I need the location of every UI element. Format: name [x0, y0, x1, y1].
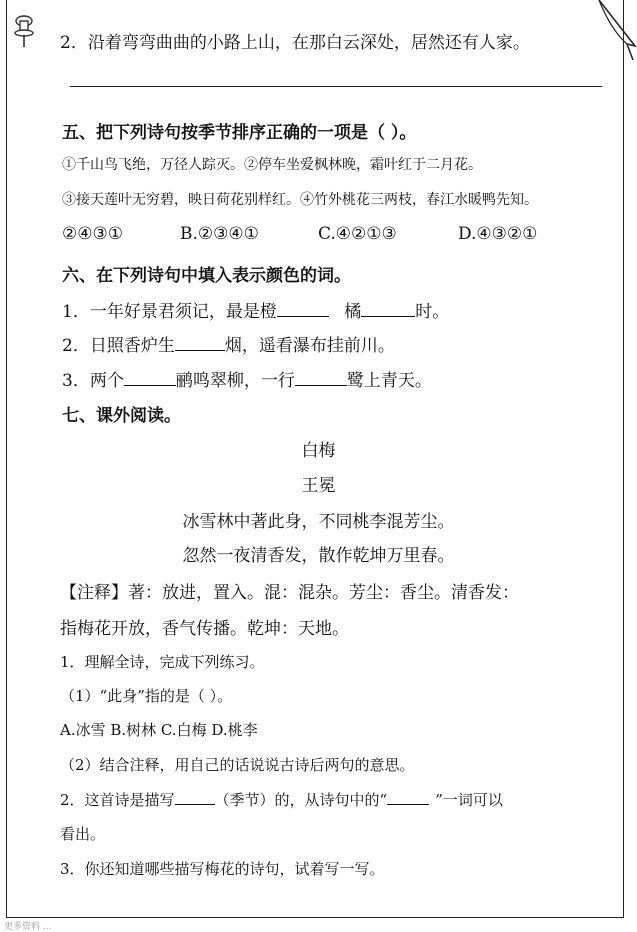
- question-2: [60, 789, 503, 810]
- poem-author: 王冕: [301, 476, 336, 496]
- question-2-continuation: 看出。: [60, 825, 106, 843]
- section-5-option-a: ②④③①: [62, 224, 123, 244]
- poem-line-2: 忽然一夜清香发，散作乾坤万里春。: [182, 546, 455, 566]
- section-7-title: 七、课外阅读。: [62, 406, 181, 426]
- question-2-blank-1[interactable]: [175, 789, 215, 805]
- section-5-poem-line-2: ③接天莲叶无穷碧，映日荷花别样红。④竹外桃花三两枝，春江水暖鸭先知。: [62, 192, 538, 208]
- q1-blank-1[interactable]: [277, 299, 329, 317]
- question-1-title: 1．理解全诗，完成下列练习。: [60, 653, 265, 671]
- q2-text-b: 烟，遥看瀑布挂前川。: [224, 336, 395, 356]
- section-5-option-b: B.②③④①: [180, 224, 259, 244]
- q3-text-a: 3．两个: [62, 371, 124, 391]
- section-5-title: 五、把下列诗句按季节排序正确的一项是（ ）。: [62, 123, 417, 143]
- divider-line: [70, 86, 602, 87]
- q1-blank-2[interactable]: [361, 299, 415, 317]
- q1-text-c: 时。: [415, 302, 450, 322]
- q1-text-a: 1．一年好景君须记，最是橙: [62, 302, 277, 322]
- q2-blank[interactable]: [175, 333, 225, 351]
- section-6-q2: [62, 331, 395, 356]
- poem-line-1: 冰雪林中著此身，不同桃李混芳尘。: [182, 512, 455, 532]
- q3-blank-2[interactable]: [295, 368, 347, 386]
- page-curl: [597, 0, 637, 60]
- question-2-blank-2[interactable]: [387, 789, 429, 805]
- question-2-text-a: 2．这首诗是描写: [60, 791, 175, 809]
- annotation-line-1: 【注释】著：放进，置入。混：混杂。芳尘：香尘。清香发：: [60, 583, 519, 603]
- question-1-sub-2: （2）结合注释，用自己的话说说古诗后两句的意思。: [60, 756, 415, 774]
- section-5-option-d: D.④③②①: [458, 224, 538, 244]
- q3-blank-1[interactable]: [124, 368, 176, 386]
- footer-watermark: 更多资料 ...: [4, 922, 52, 932]
- previous-question-2: 2．沿着弯弯曲曲的小路上山，在那白云深处，居然还有人家。: [60, 33, 530, 53]
- section-6-title: 六、在下列诗句中填入表示颜色的词。: [62, 266, 351, 286]
- q2-text-a: 2．日照香炉生: [62, 336, 175, 356]
- section-6-q3: [62, 366, 432, 391]
- section-5-option-c: C.④②①③: [318, 224, 397, 244]
- question-2-text-b: （季节）的，从诗句中的“: [214, 791, 388, 809]
- q3-text-c: 鹭上青天。: [346, 371, 432, 391]
- q1-text-b: 橘: [344, 302, 362, 322]
- pushpin-icon: [12, 14, 36, 48]
- question-1-sub-1-options: A.冰雪 B.树林 C.白梅 D.桃李: [60, 721, 258, 739]
- q3-text-b: 鹂鸣翠柳，一行: [175, 371, 295, 391]
- question-1-sub-1: （1）“此身”指的是（ ）。: [60, 687, 233, 705]
- section-5-poem-line-1: ①千山鸟飞绝，万径人踪灭。②停车坐爱枫林晚，霜叶红于二月花。: [62, 157, 482, 173]
- section-6-q1: [62, 297, 449, 322]
- question-2-text-c: ”一词可以: [435, 791, 503, 809]
- poem-title: 白梅: [301, 441, 336, 461]
- annotation-line-2: 指梅花开放，香气传播。乾坤：天地。: [60, 619, 349, 639]
- question-3: 3．你还知道哪些描写梅花的诗句，试着写一写。: [60, 860, 385, 878]
